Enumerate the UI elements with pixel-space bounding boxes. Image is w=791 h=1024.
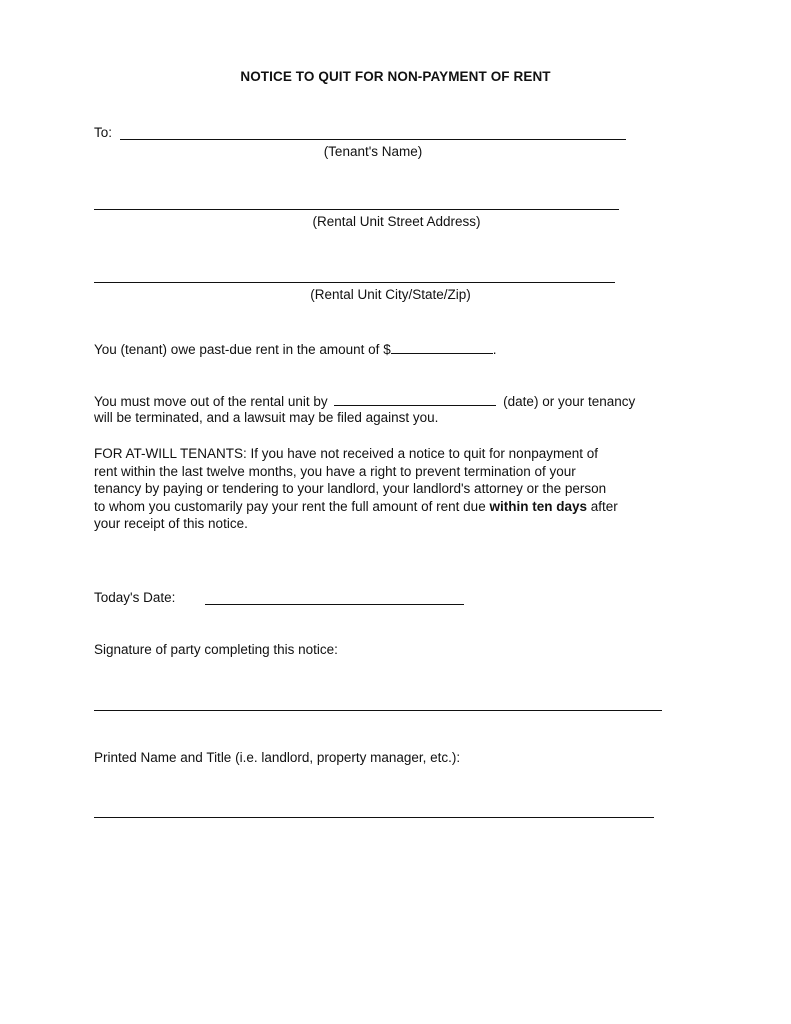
move-out-date-suffix: (date) or your tenancy bbox=[503, 394, 636, 409]
street-address-caption: (Rental Unit Street Address) bbox=[312, 214, 481, 229]
at-will-paragraph bbox=[94, 445, 704, 533]
at-will-line: FOR AT-WILL TENANTS: If you have not received a notice to quit for nonpayment of bbox=[94, 446, 598, 461]
todays-date-label: Today's Date: bbox=[94, 590, 176, 605]
rent-amount-field[interactable] bbox=[391, 341, 493, 354]
signature-label: Signature of party completing this notice: bbox=[94, 642, 338, 657]
city-state-zip-field[interactable] bbox=[94, 282, 615, 283]
rent-owed-sentence bbox=[94, 341, 496, 357]
signature-field[interactable] bbox=[94, 710, 662, 711]
within-ten-days-emphasis: within ten days bbox=[489, 498, 587, 514]
document-title: NOTICE TO QUIT FOR NON-PAYMENT OF RENT bbox=[240, 69, 551, 84]
tenant-name-field[interactable] bbox=[120, 139, 626, 140]
rent-owed-period: . bbox=[492, 342, 497, 357]
printed-name-label: Printed Name and Title (i.e. landlord, property manager, etc.): bbox=[94, 750, 461, 765]
at-will-line-4-end: after bbox=[586, 498, 618, 514]
at-will-line: tenancy by paying or tendering to your landlord, your landlord's attorney or the person bbox=[94, 481, 607, 497]
rent-owed-text: You (tenant) owe past-due rent in the amount of $ bbox=[94, 342, 391, 357]
street-address-field[interactable] bbox=[94, 209, 619, 210]
tenant-name-caption: (Tenant's Name) bbox=[323, 144, 423, 159]
at-will-line: rent within the last twelve months, you have a right to prevent termination of your bbox=[94, 463, 576, 479]
at-will-line: your receipt of this notice. bbox=[94, 516, 248, 532]
move-out-line-1 bbox=[94, 393, 635, 409]
at-will-line bbox=[94, 498, 704, 516]
city-state-zip-caption: (Rental Unit City/State/Zip) bbox=[310, 287, 471, 302]
move-out-date-field[interactable] bbox=[334, 393, 496, 406]
to-label: To: bbox=[94, 125, 113, 140]
move-out-line-2: will be terminated, and a lawsuit may be filed against you. bbox=[94, 410, 439, 425]
at-will-line-4-start: to whom you customarily pay your rent the full amount of rent due bbox=[94, 498, 490, 514]
todays-date-field[interactable] bbox=[205, 604, 464, 605]
move-out-text: You must move out of the rental unit by bbox=[94, 394, 328, 409]
printed-name-field[interactable] bbox=[94, 817, 654, 818]
